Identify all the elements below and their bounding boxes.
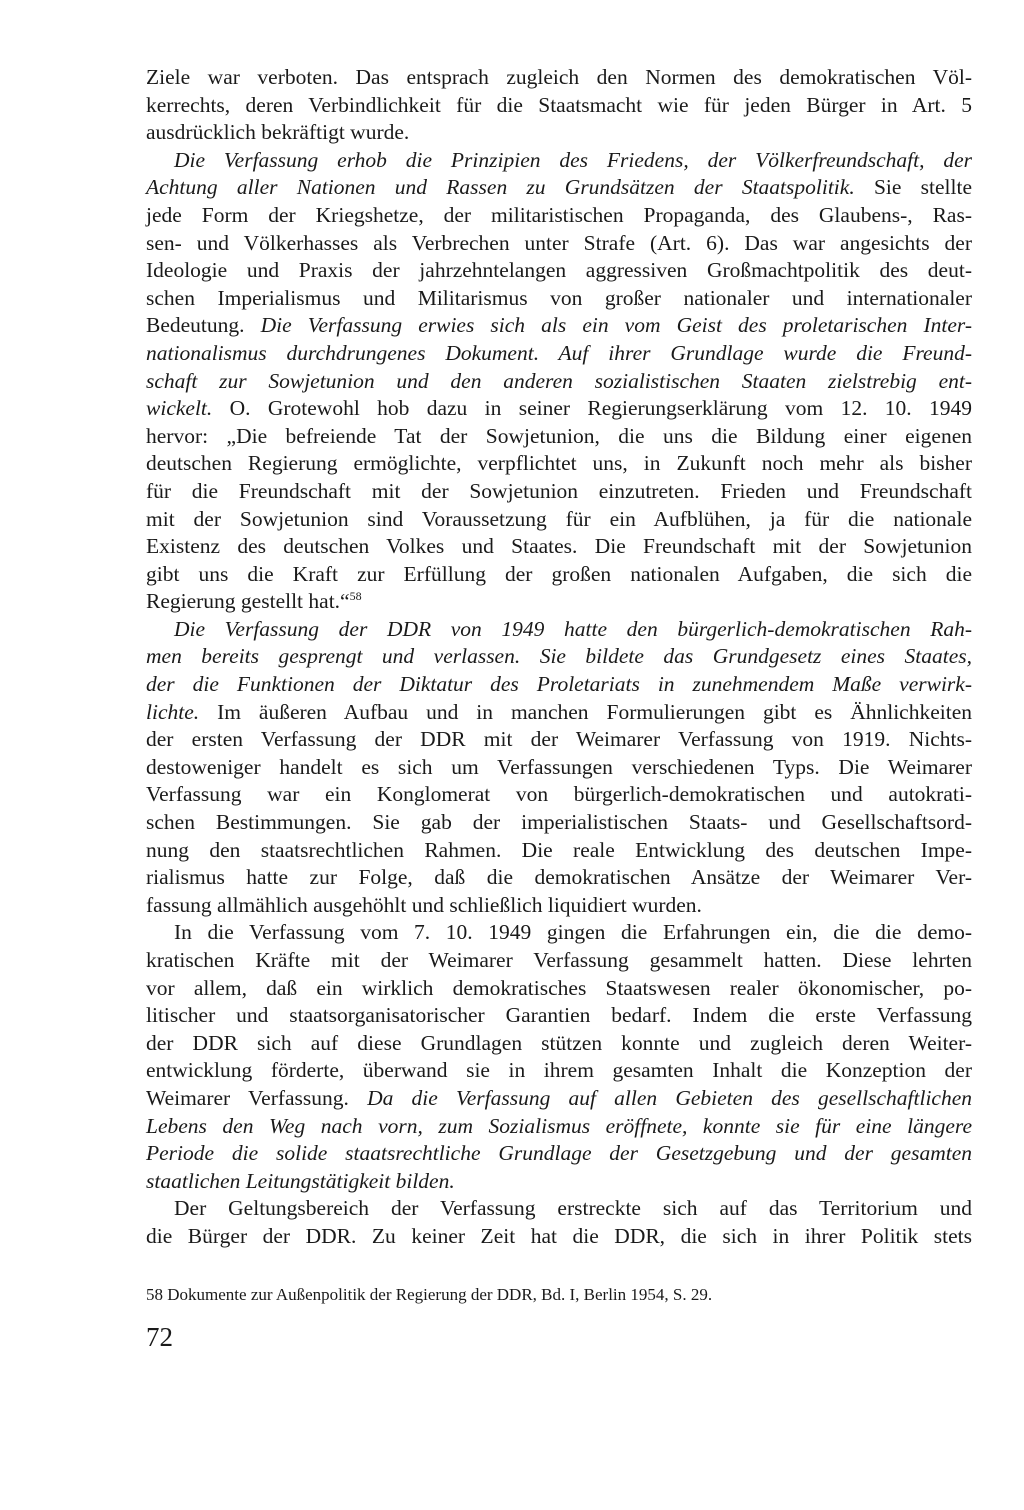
text-line xyxy=(146,699,972,727)
text-segment: Achtung aller Nationen und Rassen zu Grundsätzen der Staatspolitik. xyxy=(146,175,855,200)
text-segment: der ersten Verfassung der DDR mit der Weimarer Verfassung von 1919. Nichts- xyxy=(146,727,972,752)
text-line xyxy=(146,754,972,782)
text-segment: Regierung gestellt hat.“ xyxy=(146,589,350,614)
text-segment: Ziele war verboten. Das entsprach zugleich den Normen des demokratischen Völ- xyxy=(146,65,972,89)
text-line xyxy=(146,478,972,506)
text-segment: In die Verfassung vom 7. 10. 1949 gingen die Erfahrungen ein, die die demo- xyxy=(174,920,972,945)
text-line xyxy=(146,671,972,699)
text-segment: lichte. xyxy=(146,699,200,724)
text-segment: Die Verfassung erwies sich als ein vom Geist des proletarischen Inter- xyxy=(260,313,972,338)
text-line xyxy=(146,506,972,534)
text-line xyxy=(146,312,972,340)
text-line xyxy=(146,975,972,1003)
text-segment: vor allem, daß ein wirklich demokratisches Staatswesen realer ökonomischer, po- xyxy=(146,975,972,1000)
text-segment: sen- und Völkerhasses als Verbrechen unter Strafe (Art. 6). Das war angesichts der xyxy=(146,230,972,255)
text-segment: entwicklung förderte, überwand sie in ihrem gesamten Inhalt die Konzeption der xyxy=(146,1058,972,1083)
body-text xyxy=(146,64,972,1251)
text-line xyxy=(146,285,972,313)
text-line xyxy=(146,1113,972,1141)
text-segment: Der Geltungsbereich der Verfassung erstreckte sich auf das Territorium und xyxy=(174,1196,972,1221)
text-line xyxy=(146,450,972,478)
text-line xyxy=(146,368,972,396)
text-segment: schen Bestimmungen. Sie gab der imperialistischen Staats- und Gesellschaftsord- xyxy=(146,810,972,835)
text-segment: men bereits gesprengt und verlassen. Sie bildete das Grundgesetz eines Staates, xyxy=(146,644,972,669)
text-line xyxy=(146,892,972,920)
text-segment: der die Funktionen der Diktatur des Proletariats in zunehmendem Maße verwirk- xyxy=(146,672,972,697)
text-segment: Periode die solide staatsrechtliche Grundlage der Gesetzgebung und der gesamten xyxy=(146,1141,972,1166)
text-segment: Die Verfassung der DDR von 1949 hatte den bürgerlich-demokratischen Rah- xyxy=(174,616,972,641)
text-segment: gibt uns die Kraft zur Erfüllung der großen nationalen Aufgaben, die sich die xyxy=(146,561,972,586)
text-segment: Da die Verfassung auf allen Gebieten des gesellschaftlichen xyxy=(367,1085,973,1110)
text-segment: hervor: „Die befreiende Tat der Sowjetunion, die uns die Bildung einer eigenen xyxy=(146,423,972,448)
text-line xyxy=(146,202,972,230)
text-segment: Im äußeren Aufbau und in manchen Formulierungen gibt es Ähnlichkeiten xyxy=(199,699,972,724)
page-number: 72 xyxy=(146,1322,173,1352)
text-segment: Existenz des deutschen Volkes und Staates. Die Freundschaft mit der Sowjetunion xyxy=(146,534,972,559)
text-line xyxy=(146,919,972,947)
text-segment: Lebens den Weg nach vorn, zum Sozialismus eröffnete, konnte sie für eine längere xyxy=(146,1113,972,1138)
text-line xyxy=(146,533,972,561)
text-segment: Die Verfassung erhob die Prinzipien des Friedens, der Völkerfreundschaft, der xyxy=(174,147,972,172)
text-line xyxy=(146,340,972,368)
text-line xyxy=(146,119,972,147)
footnote-reference: 58 xyxy=(349,589,362,604)
text-segment: Ideologie und Praxis der jahrzehntelangen aggressiven Großmachtpolitik des deut- xyxy=(146,258,972,283)
text-segment: deutschen Regierung ermöglichte, verpflichtet uns, in Zukunft noch mehr als bisher xyxy=(146,451,972,476)
text-line xyxy=(146,174,972,202)
text-segment: jede Form der Kriegshetze, der militaristischen Propaganda, des Glaubens-, Ras- xyxy=(146,202,972,227)
text-line xyxy=(146,1002,972,1030)
text-line xyxy=(146,588,972,616)
text-line xyxy=(146,1030,972,1058)
text-segment: Sie stellte xyxy=(854,175,972,200)
text-line xyxy=(146,1140,972,1168)
text-line xyxy=(146,395,972,423)
text-line xyxy=(146,147,972,175)
text-line xyxy=(146,726,972,754)
text-line xyxy=(146,257,972,285)
text-line xyxy=(146,1057,972,1085)
text-segment: mit der Sowjetunion sind Voraussetzung für ein Aufblühen, ja für die nationale xyxy=(146,506,972,531)
text-line xyxy=(146,616,972,644)
text-segment: fassung allmählich ausgehöhlt und schließlich liquidiert wurden. xyxy=(146,892,702,917)
text-segment: schaft zur Sowjetunion und den anderen sozialistischen Staaten zielstrebig ent- xyxy=(146,368,972,393)
text-line xyxy=(146,837,972,865)
text-segment: kratischen Kräfte mit der Weimarer Verfassung gesammelt hatten. Diese lehrten xyxy=(146,948,972,972)
text-segment: Bedeutung. xyxy=(146,313,261,338)
text-line xyxy=(146,230,972,258)
text-line xyxy=(146,423,972,451)
text-line xyxy=(146,1168,972,1196)
text-segment: schen Imperialismus und Militarismus von großer nationaler und internationaler xyxy=(146,285,972,310)
text-segment: staatlichen Leitungstätigkeit bilden. xyxy=(146,1168,455,1193)
text-segment: kerrechts, deren Verbindlichkeit für die Staatsmacht wie für jeden Bürger in Art. 5 xyxy=(146,92,972,117)
text-line xyxy=(146,781,972,809)
text-segment: nationalismus durchdrungenes Dokument. Auf ihrer Grundlage wurde die Freund- xyxy=(146,340,972,365)
text-line xyxy=(146,1223,972,1251)
text-segment: ausdrücklich bekräftigt wurde. xyxy=(146,120,410,145)
text-segment: nung den staatsrechtlichen Rahmen. Die reale Entwicklung des deutschen Impe- xyxy=(146,837,972,862)
text-segment: rialismus hatte zur Folge, daß die demokratischen Ansätze der Weimarer Ver- xyxy=(146,865,972,890)
text-line xyxy=(146,643,972,671)
text-segment: wickelt. xyxy=(146,396,213,421)
text-line xyxy=(146,1085,972,1113)
text-segment: der DDR sich auf diese Grundlagen stützen konnte und zugleich deren Weiter- xyxy=(146,1030,972,1055)
text-segment: die Bürger der DDR. Zu keiner Zeit hat die DDR, die sich in ihrer Politik stets xyxy=(146,1223,972,1248)
text-segment: O. Grotewohl hob dazu in seiner Regierungserklärung vom 12. 10. 1949 xyxy=(212,396,972,421)
text-segment: destoweniger handelt es sich um Verfassungen verschiedenen Typs. Die Weimarer xyxy=(146,754,972,779)
text-line xyxy=(146,561,972,589)
text-line xyxy=(146,1195,972,1223)
text-segment: für die Freundschaft mit der Sowjetunion einzutreten. Frieden und Freundschaft xyxy=(146,478,972,503)
text-segment: litischer und staatsorganisatorischer Garantien bedarf. Indem die erste Verfassung xyxy=(146,1003,972,1028)
text-segment: Weimarer Verfassung. xyxy=(146,1085,368,1110)
text-line xyxy=(146,864,972,892)
text-line xyxy=(146,64,972,92)
text-line xyxy=(146,92,972,120)
text-line xyxy=(146,947,972,975)
text-line xyxy=(146,809,972,837)
text-segment: Verfassung war ein Konglomerat von bürgerlich-demokratischen und autokrati- xyxy=(146,782,972,807)
footnote: 58 Dokumente zur Außenpolitik der Regierung der DDR, Bd. I, Berlin 1954, S. 29. xyxy=(146,1285,713,1304)
